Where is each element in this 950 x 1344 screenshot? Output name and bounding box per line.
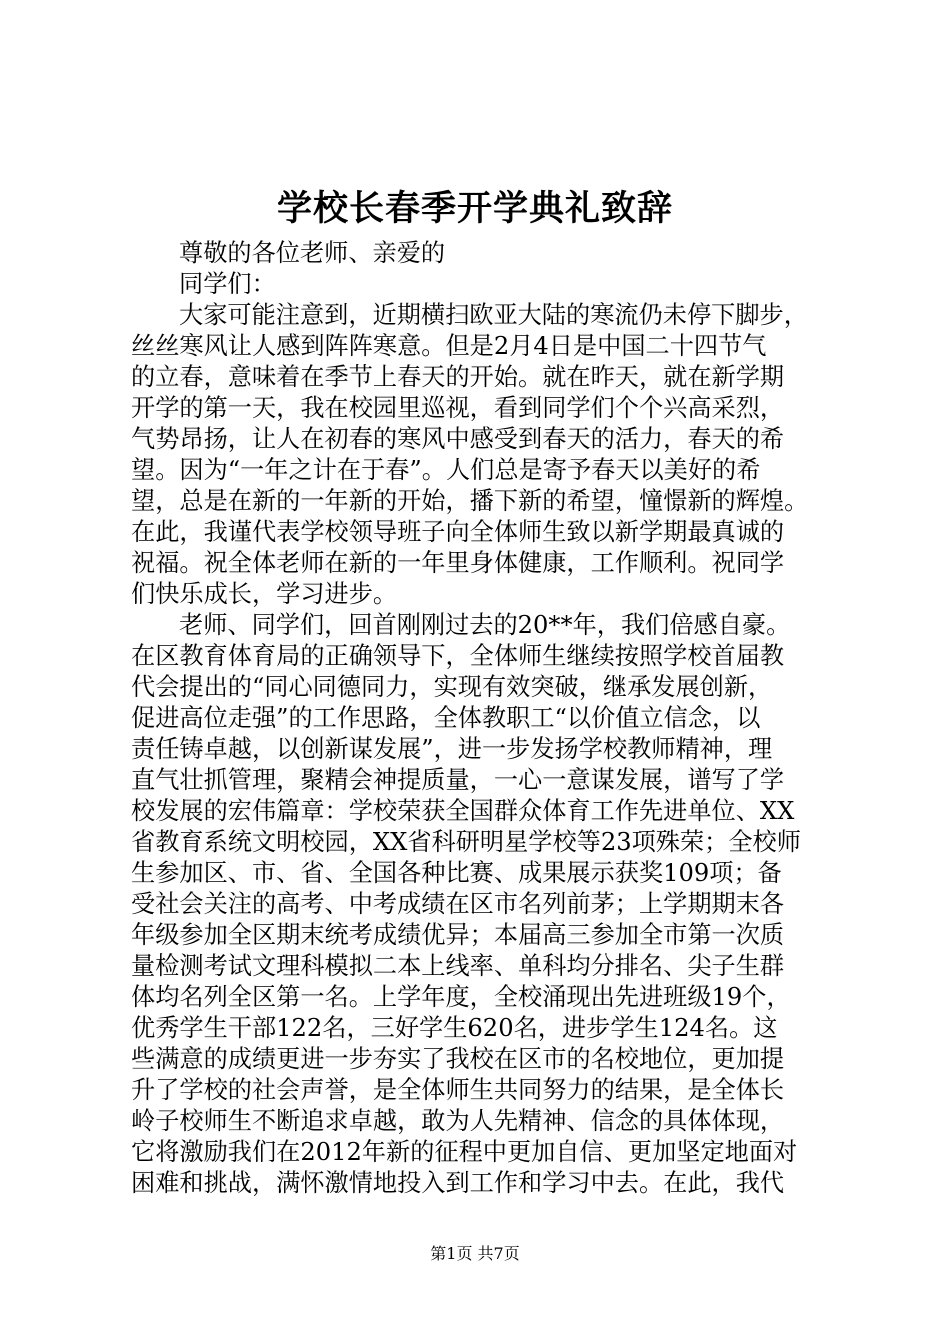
paragraph-line: 些满意的成绩更进一步夯实了我校在区市的名校地位，更加提 bbox=[131, 1045, 785, 1073]
paragraph-line: 望。因为“一年之计在于春”。人们总是寄予春天以美好的希 bbox=[131, 456, 761, 484]
page-footer: 第1页 共7页 bbox=[430, 1244, 520, 1263]
paragraph-line: 责任铸卓越，以创新谋发展”，进一步发扬学校教师精神，理 bbox=[131, 735, 773, 763]
salutation-line: 尊敬的各位老师、亲爱的 bbox=[179, 239, 446, 267]
paragraph-line: 丝丝寒风让人感到阵阵寒意。但是2月4日是中国二十四节气 bbox=[131, 332, 767, 360]
paragraph-line: 优秀学生干部122名，三好学生620名，进步学生124名。这 bbox=[131, 1014, 778, 1042]
paragraph-line: 困难和挑战，满怀激情地投入到工作和学习中去。在此，我代 bbox=[131, 1169, 785, 1197]
paragraph-line: 祝福。祝全体老师在新的一年里身体健康，工作顺利。祝同学 bbox=[131, 549, 785, 577]
paragraph-line: 望，总是在新的一年新的开始，播下新的希望，憧憬新的辉煌。 bbox=[131, 487, 809, 515]
paragraph-line: 气势昂扬，让人在初春的寒风中感受到春天的活力，春天的希 bbox=[131, 425, 785, 453]
page-title: 学校长春季开学典礼致辞 bbox=[276, 188, 673, 229]
paragraph-line: 代会提出的“同心同德同力，实现有效突破，继承发展创新， bbox=[131, 673, 773, 701]
paragraph-line: 们快乐成长，学习进步。 bbox=[131, 580, 398, 608]
paragraph-line: 生参加区、市、省、全国各种比赛、成果展示获奖109项；备 bbox=[131, 859, 782, 887]
paragraph-line: 在区教育体育局的正确领导下，全体师生继续按照学校首届教 bbox=[131, 642, 785, 670]
document-body bbox=[131, 238, 831, 1199]
paragraph-line: 体均名列全区第一名。上学年度，全校涌现出先进班级19个， bbox=[131, 983, 791, 1011]
paragraph-line: 它将激励我们在2012年新的征程中更加自信、更加坚定地面对 bbox=[131, 1138, 798, 1166]
paragraph-line: 直气壮抓管理，聚精会神提质量，一心一意谋发展，谱写了学 bbox=[131, 766, 785, 794]
paragraph-line: 促进高位走强”的工作思路，全体教职工“以价值立信念，以 bbox=[131, 704, 761, 732]
paragraph-line: 省教育系统文明校园，XX省科研明星学校等23项殊荣；全校师 bbox=[131, 828, 801, 856]
salutation-line: 同学们： bbox=[179, 270, 276, 298]
paragraph-line: 量检测考试文理科模拟二本上线率、单科均分排名、尖子生群 bbox=[131, 952, 785, 980]
paragraph-line: 老师、同学们，回首刚刚过去的20**年，我们倍感自豪。 bbox=[179, 611, 791, 639]
paragraph-line: 校发展的宏伟篇章：学校荣获全国群众体育工作先进单位、XX bbox=[131, 797, 795, 825]
paragraph-line: 岭子校师生不断追求卓越，敢为人先精神、信念的具体体现， bbox=[131, 1107, 785, 1135]
paragraph-line: 在此，我谨代表学校领导班子向全体师生致以新学期最真诚的 bbox=[131, 518, 785, 546]
paragraph-line: 开学的第一天，我在校园里巡视，看到同学们个个兴高采烈， bbox=[131, 394, 785, 422]
paragraph-line: 升了学校的社会声誉，是全体师生共同努力的结果，是全体长 bbox=[131, 1076, 785, 1104]
paragraph-line: 年级参加全区期末统考成绩优异；本届高三参加全市第一次质 bbox=[131, 921, 785, 949]
paragraph-line: 受社会关注的高考、中考成绩在区市名列前茅；上学期期末各 bbox=[131, 890, 785, 918]
paragraph-line: 的立春，意味着在季节上春天的开始。就在昨天，就在新学期 bbox=[131, 363, 785, 391]
paragraph-line: 大家可能注意到，近期横扫欧亚大陆的寒流仍未停下脚步， bbox=[179, 301, 808, 329]
